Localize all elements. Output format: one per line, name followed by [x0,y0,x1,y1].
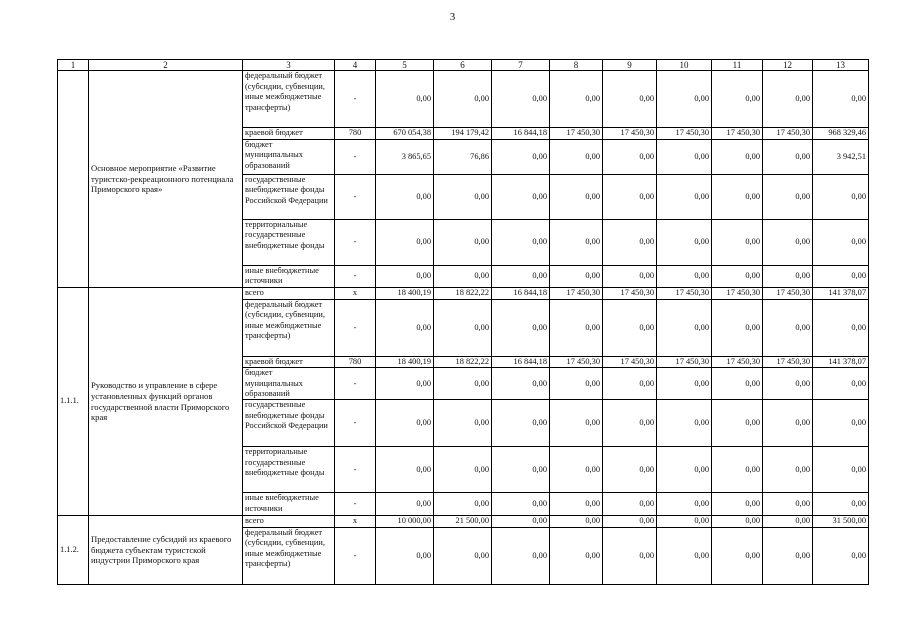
amount-cell: 0,00 [434,174,492,219]
amount-cell: 0,00 [712,219,763,265]
budget-code: - [335,527,376,584]
item-name: Предоставление субсидий из краевого бюджета субъектам туристской индустрии Приморского края [89,516,243,584]
funding-source: бюджет муниципальных образований [243,139,335,174]
amount-cell: 0,00 [434,368,492,400]
budget-code: - [335,400,376,447]
funding-source: всего [243,287,335,299]
budget-code: х [335,287,376,299]
amount-cell: 16 844,18 [492,128,550,139]
amount-cell: 0,00 [813,299,869,356]
amount-cell: 0,00 [603,139,657,174]
amount-cell: 0,00 [434,493,492,516]
amount-cell: 968 329,46 [813,128,869,139]
amount-cell: 141 378,07 [813,287,869,299]
amount-cell: 0,00 [434,71,492,128]
amount-cell: 0,00 [492,493,550,516]
budget-code: - [335,174,376,219]
amount-cell: 17 450,30 [657,287,712,299]
amount-cell: 0,00 [712,447,763,493]
amount-cell: 0,00 [657,299,712,356]
amount-cell: 0,00 [603,527,657,584]
amount-cell: 0,00 [376,265,434,287]
amount-cell: 0,00 [657,219,712,265]
amount-cell: 0,00 [492,71,550,128]
budget-code: - [335,299,376,356]
item-name: Руководство и управление в сфере установленных функций органов государственной власти Приморского края [89,287,243,516]
amount-cell: 0,00 [813,368,869,400]
amount-cell: 0,00 [763,493,813,516]
amount-cell: 0,00 [550,368,603,400]
budget-code: 780 [335,128,376,139]
column-header: 12 [763,60,813,71]
amount-cell: 0,00 [550,527,603,584]
table-row [58,516,869,527]
funding-source: территориальные государственные внебюджетные фонды [243,219,335,265]
amount-cell: 0,00 [712,265,763,287]
amount-cell: 17 450,30 [763,356,813,367]
amount-cell: 0,00 [657,516,712,527]
budget-table [57,59,869,585]
amount-cell: 0,00 [763,71,813,128]
budget-code: 780 [335,356,376,367]
amount-cell: 0,00 [763,219,813,265]
amount-cell: 0,00 [712,71,763,128]
item-name: Основное мероприятие «Развитие туристско-рекреационного потенциала Приморского края» [89,71,243,287]
amount-cell: 0,00 [603,299,657,356]
amount-cell: 0,00 [376,71,434,128]
funding-source: федеральный бюджет (субсидии, субвенции, иные межбюджетные трансферты) [243,71,335,128]
amount-cell: 670 054,38 [376,128,434,139]
amount-cell: 0,00 [376,527,434,584]
funding-source: всего [243,516,335,527]
table-row [58,71,869,128]
amount-cell: 0,00 [657,493,712,516]
amount-cell: 0,00 [550,71,603,128]
amount-cell: 0,00 [550,265,603,287]
funding-source: краевой бюджет [243,128,335,139]
amount-cell: 0,00 [376,219,434,265]
amount-cell: 0,00 [492,219,550,265]
page-number: 3 [449,11,456,23]
amount-cell: 0,00 [550,299,603,356]
item-number [58,71,89,287]
funding-source: федеральный бюджет (субсидии, субвенции, иные межбюджетные трансферты) [243,299,335,356]
funding-source: территориальные государственные внебюджетные фонды [243,447,335,493]
amount-cell: 0,00 [712,527,763,584]
funding-source: иные внебюджетные источники [243,265,335,287]
amount-cell: 0,00 [813,219,869,265]
amount-cell: 0,00 [376,368,434,400]
amount-cell: 10 000,00 [376,516,434,527]
amount-cell: 0,00 [657,174,712,219]
amount-cell: 17 450,30 [550,356,603,367]
amount-cell: 0,00 [763,174,813,219]
amount-cell: 0,00 [603,400,657,447]
amount-cell: 17 450,30 [603,128,657,139]
amount-cell: 0,00 [434,527,492,584]
item-number: 1.1.2. [58,516,89,584]
amount-cell: 17 450,30 [550,287,603,299]
column-header: 9 [603,60,657,71]
amount-cell: 0,00 [657,400,712,447]
amount-cell: 0,00 [376,174,434,219]
amount-cell: 0,00 [813,447,869,493]
amount-cell: 0,00 [376,493,434,516]
amount-cell: 0,00 [434,400,492,447]
column-header: 11 [712,60,763,71]
amount-cell: 0,00 [550,174,603,219]
amount-cell: 0,00 [434,265,492,287]
amount-cell: 31 500,00 [813,516,869,527]
amount-cell: 17 450,30 [763,287,813,299]
amount-cell: 0,00 [492,299,550,356]
amount-cell: 0,00 [763,139,813,174]
amount-cell: 0,00 [550,447,603,493]
amount-cell: 0,00 [657,447,712,493]
amount-cell: 0,00 [712,174,763,219]
table-body [58,71,869,584]
amount-cell: 0,00 [434,447,492,493]
amount-cell: 0,00 [376,299,434,356]
amount-cell: 0,00 [712,139,763,174]
amount-cell: 0,00 [813,265,869,287]
amount-cell: 0,00 [492,368,550,400]
amount-cell: 17 450,30 [603,356,657,367]
funding-source: краевой бюджет [243,356,335,367]
amount-cell: 0,00 [813,71,869,128]
amount-cell: 17 450,30 [657,128,712,139]
funding-source: государственные внебюджетные фонды Российской Федерации [243,174,335,219]
amount-cell: 18 400,19 [376,287,434,299]
amount-cell: 0,00 [603,368,657,400]
amount-cell: 17 450,30 [712,128,763,139]
amount-cell: 17 450,30 [657,356,712,367]
amount-cell: 18 822,22 [434,287,492,299]
header-row [58,60,869,71]
budget-code: - [335,493,376,516]
amount-cell: 0,00 [603,447,657,493]
table-row [58,287,869,299]
amount-cell: 0,00 [434,299,492,356]
amount-cell: 0,00 [376,400,434,447]
amount-cell: 0,00 [492,265,550,287]
amount-cell: 0,00 [657,71,712,128]
amount-cell: 18 400,19 [376,356,434,367]
amount-cell: 0,00 [813,174,869,219]
amount-cell: 21 500,00 [434,516,492,527]
budget-code: х [335,516,376,527]
amount-cell: 0,00 [763,299,813,356]
amount-cell: 0,00 [657,265,712,287]
column-header: 4 [335,60,376,71]
amount-cell: 0,00 [550,493,603,516]
budget-code: - [335,139,376,174]
budget-code: - [335,447,376,493]
amount-cell: 0,00 [492,527,550,584]
budget-code: - [335,71,376,128]
amount-cell: 17 450,30 [712,356,763,367]
amount-cell: 0,00 [492,174,550,219]
amount-cell: 17 450,30 [763,128,813,139]
amount-cell: 0,00 [492,516,550,527]
amount-cell: 0,00 [712,368,763,400]
funding-source: иные внебюджетные источники [243,493,335,516]
budget-code: - [335,219,376,265]
column-header: 3 [243,60,335,71]
budget-code: - [335,265,376,287]
amount-cell: 0,00 [603,493,657,516]
amount-cell: 0,00 [712,299,763,356]
amount-cell: 0,00 [657,368,712,400]
amount-cell: 0,00 [813,493,869,516]
column-header: 1 [58,60,89,71]
amount-cell: 3 865,65 [376,139,434,174]
amount-cell: 0,00 [712,493,763,516]
amount-cell: 17 450,30 [712,287,763,299]
amount-cell: 0,00 [763,447,813,493]
amount-cell: 0,00 [603,174,657,219]
funding-source: федеральный бюджет (субсидии, субвенции, иные межбюджетные трансферты) [243,527,335,584]
amount-cell: 0,00 [603,265,657,287]
amount-cell: 0,00 [376,447,434,493]
amount-cell: 141 378,07 [813,356,869,367]
amount-cell: 0,00 [763,516,813,527]
amount-cell: 0,00 [712,516,763,527]
column-header: 13 [813,60,869,71]
amount-cell: 17 450,30 [603,287,657,299]
amount-cell: 76,86 [434,139,492,174]
amount-cell: 0,00 [603,219,657,265]
amount-cell: 0,00 [763,265,813,287]
funding-source: государственные внебюджетные фонды Российской Федерации [243,400,335,447]
amount-cell: 0,00 [492,139,550,174]
column-header: 2 [89,60,243,71]
amount-cell: 0,00 [492,447,550,493]
amount-cell: 0,00 [434,219,492,265]
amount-cell: 0,00 [550,400,603,447]
amount-cell: 0,00 [550,516,603,527]
amount-cell: 17 450,30 [550,128,603,139]
column-header: 5 [376,60,434,71]
amount-cell: 194 179,42 [434,128,492,139]
amount-cell: 0,00 [657,527,712,584]
amount-cell: 0,00 [550,219,603,265]
amount-cell: 0,00 [763,400,813,447]
amount-cell: 0,00 [813,527,869,584]
column-header: 10 [657,60,712,71]
column-header: 8 [550,60,603,71]
amount-cell: 0,00 [550,139,603,174]
budget-code: - [335,368,376,400]
item-number: 1.1.1. [58,287,89,516]
amount-cell: 0,00 [603,516,657,527]
amount-cell: 0,00 [657,139,712,174]
amount-cell: 16 844,18 [492,287,550,299]
amount-cell: 0,00 [492,400,550,447]
amount-cell: 0,00 [763,527,813,584]
column-header: 6 [434,60,492,71]
column-header: 7 [492,60,550,71]
amount-cell: 0,00 [603,71,657,128]
amount-cell: 16 844,18 [492,356,550,367]
amount-cell: 18 822,22 [434,356,492,367]
funding-source: бюджет муниципальных образований [243,368,335,400]
amount-cell: 0,00 [712,400,763,447]
amount-cell: 0,00 [813,400,869,447]
amount-cell: 0,00 [763,368,813,400]
amount-cell: 3 942,51 [813,139,869,174]
